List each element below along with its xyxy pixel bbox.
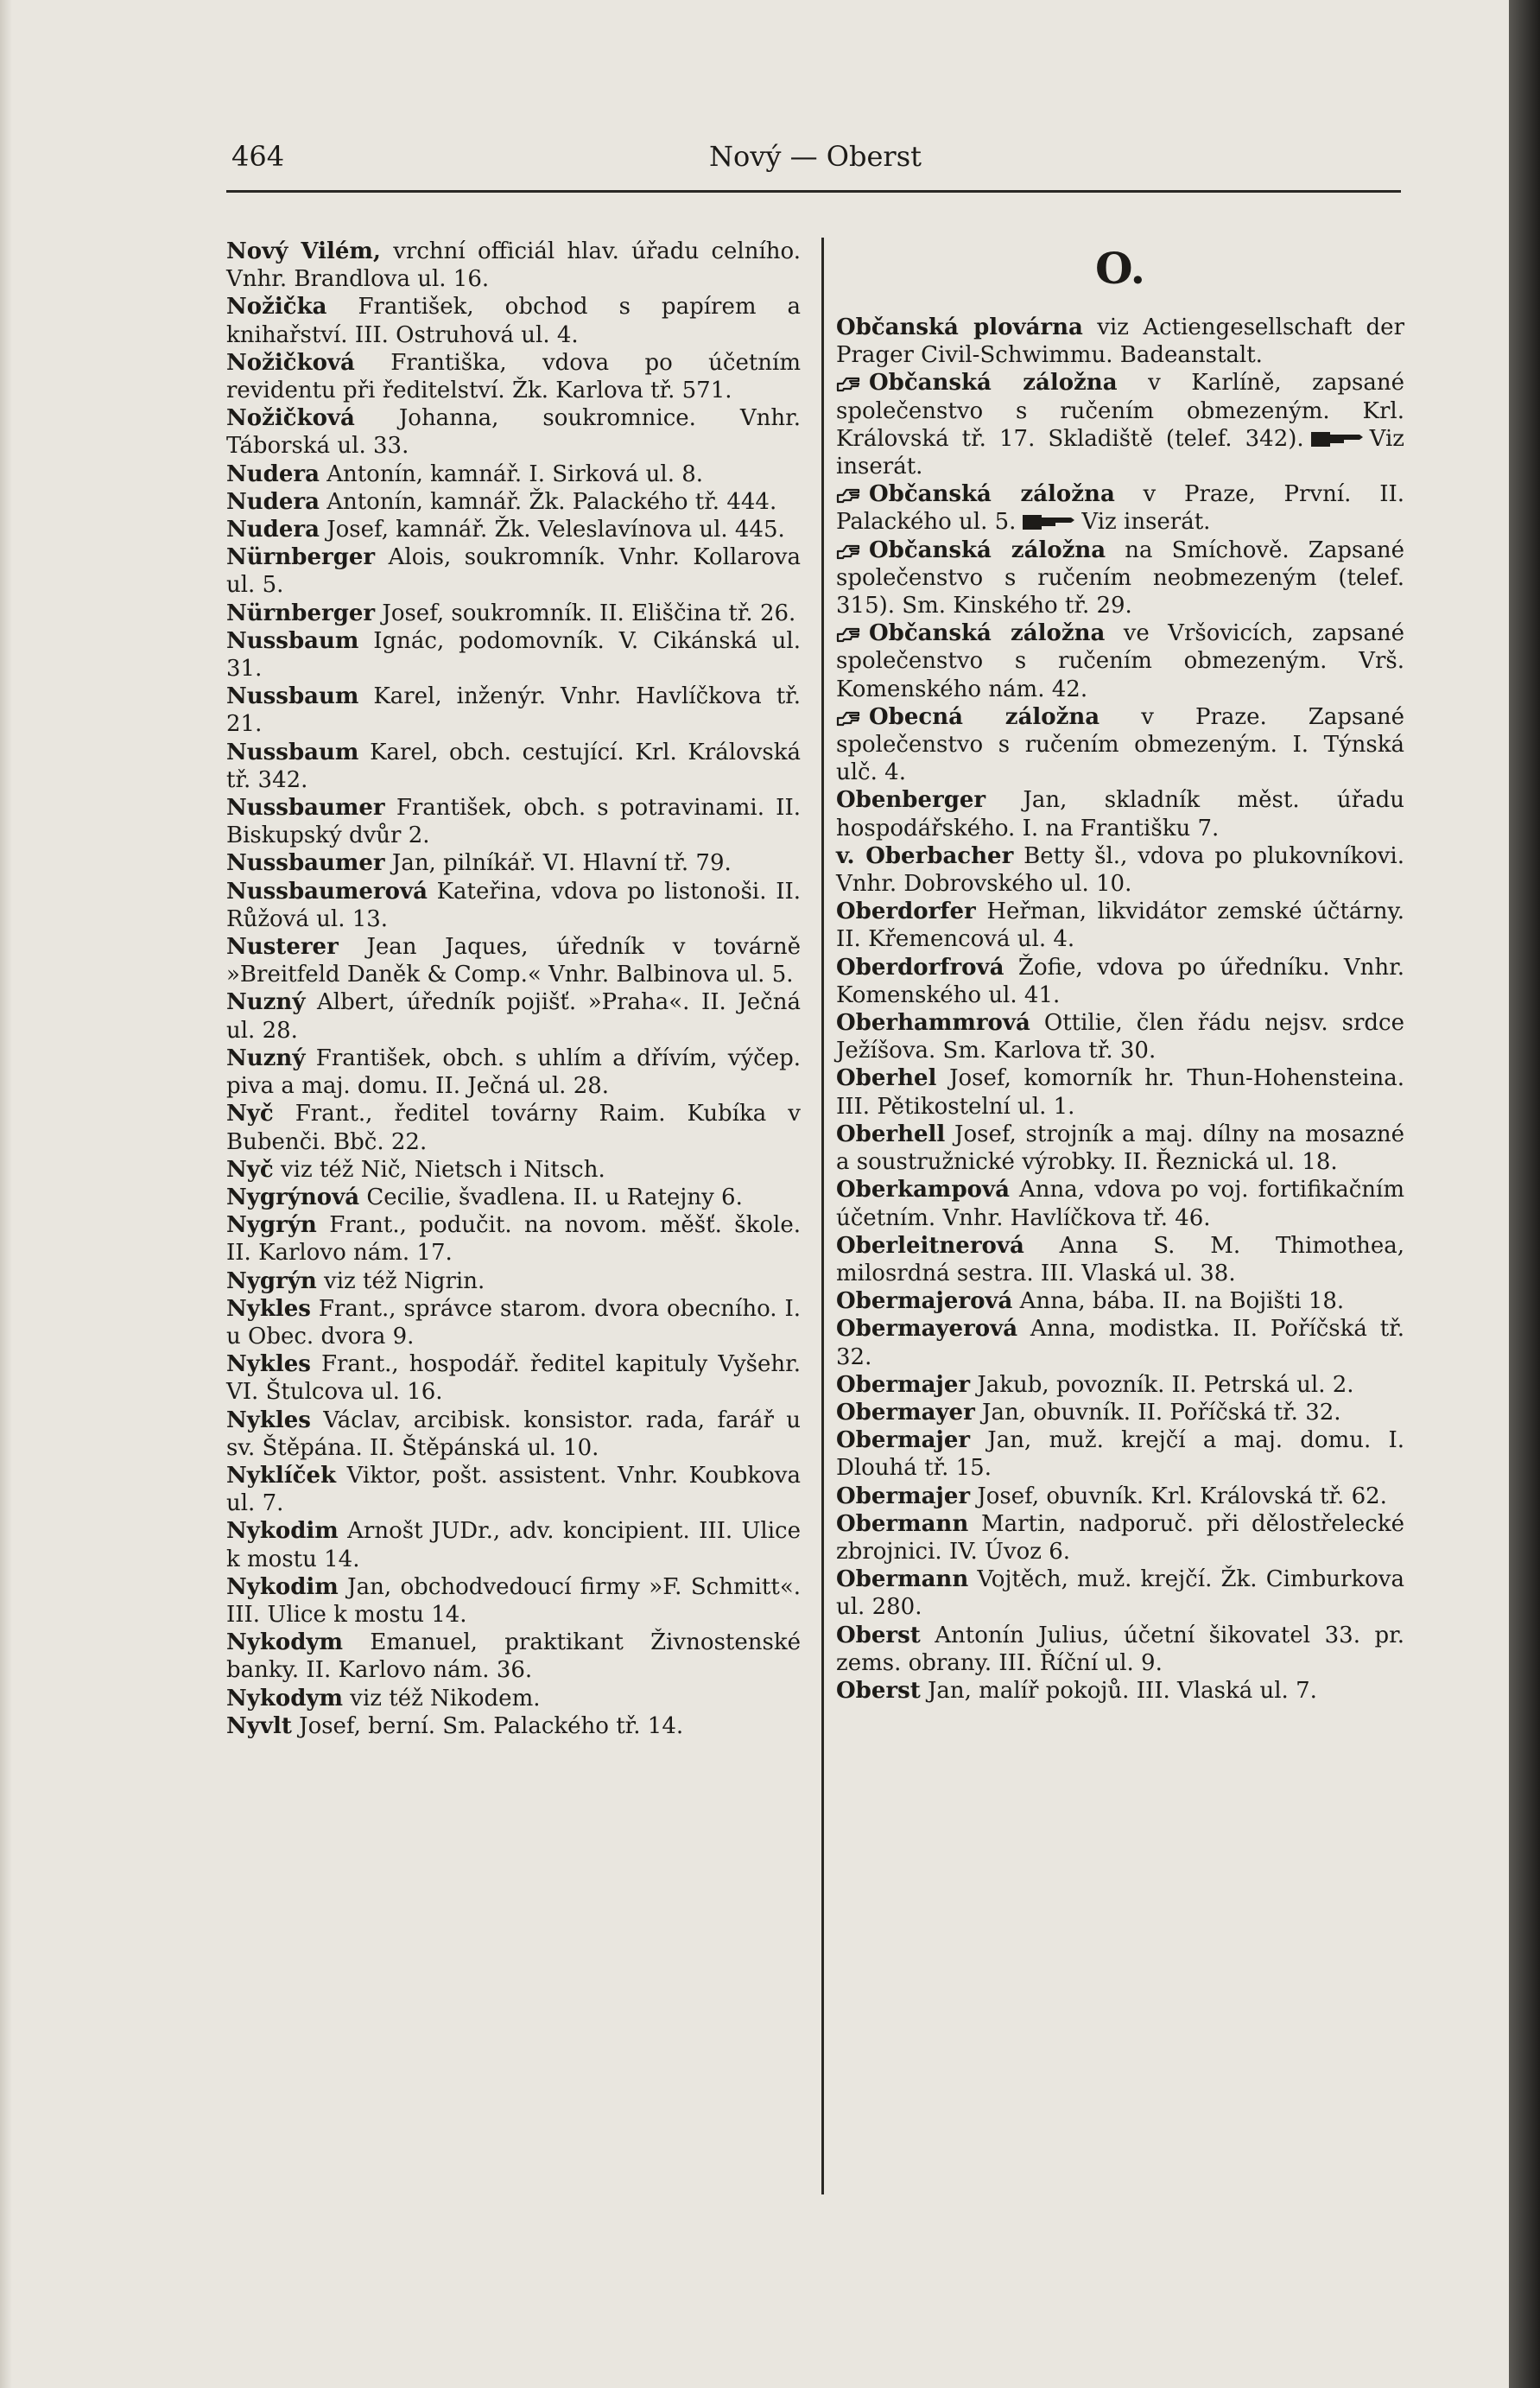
directory-entry: [226, 1184, 801, 1211]
entry-name: Nudera: [226, 488, 320, 515]
entry-details: Václav, arcibisk. konsistor. rada, farář u sv. Štěpána. II. Štěpánská ul. 10.: [226, 1407, 801, 1461]
entry-details: Antonín, kamnář. Žk. Palackého tř. 444.: [319, 488, 777, 515]
directory-entry: [226, 1517, 801, 1572]
directory-entry: [836, 1121, 1404, 1176]
entry-name: Nürnberger: [226, 600, 376, 626]
entry-name: Oberhel: [836, 1065, 937, 1092]
entry-name: Nový Vilém,: [226, 238, 381, 264]
directory-entry: [836, 1426, 1404, 1482]
directory-entry: [836, 1483, 1404, 1510]
directory-entry: [836, 1232, 1404, 1287]
entry-details: Cecilie, švadlena. II. u Ratejny 6.: [359, 1184, 743, 1210]
entry-name: Nykodym: [226, 1629, 344, 1656]
entry-details: vrchní officiál hlav. úřadu celního. Vnhr. Brandlova ul. 16.: [226, 238, 801, 293]
entry-details: Josef, soukromník. II. Eliščina tř. 26.: [375, 600, 796, 626]
entry-details: Anna, vdova po voj. fortifikačním účetním. Vnhr. Havlíčkova tř. 46.: [836, 1177, 1404, 1231]
entry-details: Albert, úředník pojišť. »Praha«. II. Ječná ul. 28.: [226, 989, 801, 1044]
entry-details: Antonín Julius, účetní šikovatel 33. pr. zems. obrany. III. Říční ul. 9.: [836, 1622, 1404, 1676]
directory-entry: [226, 349, 801, 404]
entry-name: Nyklíček: [226, 1462, 337, 1489]
entry-name: Nygrýnová: [226, 1184, 360, 1210]
header-rule: [226, 190, 1401, 193]
entry-details: Alois, soukromník. Vnhr. Kollarova ul. 5.: [226, 544, 801, 599]
entry-name: Nussbaum: [226, 683, 359, 710]
right-column-entries: [836, 314, 1404, 1705]
entry-details: v Praze, První. II. Palackého ul. 5.: [836, 481, 1404, 536]
entry-name: Nürnberger: [226, 544, 376, 571]
entry-name: Obermajer: [836, 1371, 971, 1398]
entry-details: Vojtěch, muž. krejčí. Žk. Cimburkova ul. 280.: [836, 1566, 1404, 1621]
entry-details: Frant., ředitel továrny Raim. Kubíka v Bubenči. Bbč. 22.: [226, 1101, 801, 1155]
entry-details: Viktor, pošt. assistent. Vnhr. Koubkova ul. 7.: [226, 1462, 801, 1517]
entry-details: Emanuel, praktikant Živnostenské banky. II. Karlovo nám. 36.: [226, 1629, 801, 1684]
entry-details: Anna, modistka. II. Poříčská tř. 32.: [836, 1316, 1404, 1370]
page-header: [231, 140, 1399, 183]
directory-entry: [836, 703, 1404, 787]
pointing-hand-icon: [1021, 512, 1076, 531]
entry-details: Josef, obuvník. Krl. Královská tř. 62.: [970, 1483, 1387, 1509]
directory-entry: [836, 1622, 1404, 1677]
entry-details: Karel, obch. cestující. Krl. Královská tř. 342.: [226, 739, 801, 793]
entry-name: Obecná záložna: [869, 703, 1100, 730]
entry-name: Nyvlt: [226, 1712, 292, 1739]
directory-entry: [226, 878, 801, 933]
entry-name: Nussbaumer: [226, 850, 385, 877]
directory-entry: [836, 1315, 1404, 1370]
entry-name: Nudera: [226, 517, 320, 543]
entry-name: Obenberger: [836, 787, 986, 814]
entry-name: Nygrýn: [226, 1212, 317, 1239]
directory-entry: [226, 683, 801, 738]
entry-name: Nusterer: [226, 934, 339, 961]
entry-details: viz Actiengesellschaft der Prager Civil-Schwimmu. Badeanstalt.: [836, 314, 1404, 369]
directory-entry: [836, 480, 1404, 536]
manicule-icon: [836, 624, 862, 643]
entry-details: Frant., hospodář. ředitel kapituly Vyšehr. VI. Štulcova ul. 16.: [226, 1351, 801, 1406]
directory-entry: [226, 739, 801, 794]
entry-details: viz též Nič, Nietsch i Nitsch.: [273, 1156, 605, 1183]
entry-details: Žofie, vdova po úředníku. Vnhr. Komenského ul. 41.: [836, 954, 1404, 1008]
directory-entry: [836, 786, 1404, 842]
directory-entry: [226, 794, 801, 849]
directory-entry: [226, 1629, 801, 1684]
directory-entry: [836, 898, 1404, 953]
directory-entry: [836, 1510, 1404, 1566]
directory-entry: [836, 954, 1404, 1009]
manicule-icon: [836, 708, 862, 727]
entry-details: Josef, strojník a maj. dílny na mosazné a soustružnické výrobky. II. Řeznická ul. 18.: [836, 1121, 1404, 1176]
directory-entry: [226, 1685, 801, 1712]
entry-details: Kateřina, vdova po listonoši. II. Růžová ul. 13.: [226, 878, 801, 932]
directory-entry: [226, 1462, 801, 1517]
entry-name: Nykodim: [226, 1573, 339, 1600]
entry-details: Jan, obuvník. II. Poříčská tř. 32.: [974, 1399, 1341, 1426]
entry-details: v Praze. Zapsané společenstvo s ručením obmezeným. I. Týnská ulč. 4.: [836, 703, 1404, 786]
entry-name: Nykles: [226, 1295, 311, 1322]
directory-entry: [836, 1566, 1404, 1621]
directory-entry: [836, 1176, 1404, 1231]
directory-entry: [226, 849, 801, 877]
entry-name: Oberdorfrová: [836, 954, 1004, 981]
entry-details: Anna, bába. II. na Bojišti 18.: [1012, 1288, 1345, 1315]
entry-details: Arnošt JUDr., adv. koncipient. III. Ulice k mostu 14.: [226, 1518, 801, 1572]
entry-name: Obermann: [836, 1510, 969, 1537]
directory-entry: [226, 460, 801, 488]
directory-entry: [836, 842, 1404, 898]
entry-name: Obermayer: [836, 1399, 975, 1426]
directory-entry: [836, 1371, 1404, 1399]
entry-name: Občanská záložna: [869, 537, 1106, 563]
manicule-icon: [836, 485, 862, 504]
entry-details: ve Vršovicích, zapsané společenstvo s ručením obmezeným. Vrš. Komenského nám. 42.: [836, 620, 1404, 702]
entry-name: Nussbaum: [226, 627, 359, 654]
entry-name: Obermayerová: [836, 1316, 1018, 1343]
left-column: [226, 238, 801, 1740]
directory-entry: [836, 1677, 1404, 1705]
page-left-margin: [0, 0, 12, 2388]
pointing-hand-icon: [1309, 429, 1365, 448]
entry-name: Nyč: [226, 1101, 274, 1127]
directory-entry: [836, 537, 1404, 620]
entry-name: Nykles: [226, 1407, 311, 1433]
directory-entry: [226, 1211, 801, 1267]
running-head: Nový — Oberst: [709, 140, 922, 173]
entry-name: Nuzný: [226, 1045, 306, 1071]
entry-name: v. Oberbacher: [836, 842, 1014, 869]
entry-name: Oberleitnerová: [836, 1232, 1024, 1259]
directory-entry: [836, 1399, 1404, 1426]
directory-entry: [226, 1045, 801, 1100]
directory-entry: [226, 1100, 801, 1155]
entry-details: Betty šl., vdova po plukovníkovi. Vnhr. Dobrovského ul. 10.: [836, 842, 1404, 898]
entry-details: Frant., podučit. na novom. měšť. škole. II. Karlovo nám. 17.: [226, 1212, 801, 1267]
directory-entry: [226, 1407, 801, 1462]
advert-reference: Viz inserát.: [1081, 509, 1211, 536]
entry-details: Jean Jaques, úředník v továrně »Breitfeld Daněk & Comp.« Vnhr. Balbinova ul. 5.: [226, 934, 801, 988]
directory-entry: [226, 516, 801, 543]
directory-entry: [836, 369, 1404, 480]
directory-entry: [836, 1287, 1404, 1315]
entry-details: Josef, kamnář. Žk. Veleslavínova ul. 445.: [319, 517, 785, 543]
directory-entry: [226, 627, 801, 683]
entry-details: Jan, skladník měst. úřadu hospodářského. I. na Františku 7.: [836, 787, 1404, 842]
right-column: [836, 238, 1404, 1705]
entry-details: Antonín, kamnář. I. Sirková ul. 8.: [319, 460, 704, 487]
entry-name: Oberst: [836, 1677, 921, 1704]
directory-entry: [226, 600, 801, 627]
advert-reference: Viz inserát.: [836, 425, 1404, 480]
entry-name: Oberhell: [836, 1121, 946, 1147]
entry-name: Nožička: [226, 294, 327, 321]
entry-name: Nožičková: [226, 349, 355, 376]
directory-entry: [226, 933, 801, 988]
directory-entry: [226, 543, 801, 599]
entry-name: Oberkampová: [836, 1177, 1010, 1204]
entry-details: Anna S. M. Thimothea, milosrdná sestra. III. Vlaská ul. 38.: [836, 1232, 1404, 1286]
entry-details: Josef, berní. Sm. Palackého tř. 14.: [291, 1712, 684, 1739]
page-number: 464: [231, 140, 285, 173]
directory-entry: [836, 1064, 1404, 1120]
section-letter: O.: [1094, 243, 1146, 294]
directory-entry: [836, 619, 1404, 703]
entry-name: Nykles: [226, 1351, 311, 1378]
directory-entry: [226, 1350, 801, 1406]
entry-details: Františka, vdova po účetním revidentu při ředitelství. Žk. Karlova tř. 571.: [226, 349, 801, 404]
directory-entry: [226, 1712, 801, 1740]
entry-details: v Karlíně, zapsané společenstvo s ručením obmezeným. Krl. Královská tř. 17. Skladiště (telef. 342).: [836, 370, 1404, 452]
entry-details: na Smíchově. Zapsané společenstvo s ručením neobmezeným (telef. 315). Sm. Kinského tř. 29.: [836, 537, 1404, 619]
entry-details: Johanna, soukromnice. Vnhr. Táborská ul. 33.: [226, 405, 801, 460]
entry-details: Martin, nadporuč. při dělostřelecké zbrojnici. IV. Úvoz 6.: [836, 1510, 1404, 1565]
entry-details: Jan, pilníkář. VI. Hlavní tř. 79.: [384, 850, 732, 877]
entry-details: Jan, malíř pokojů. III. Vlaská ul. 7.: [920, 1677, 1317, 1704]
page-binding-edge: [1509, 0, 1540, 2388]
entry-name: Obermajer: [836, 1427, 971, 1454]
entry-name: Oberhammrová: [836, 1010, 1030, 1037]
entry-name: Oberst: [836, 1622, 921, 1648]
entry-details: František, obchod s papírem a knihařství. III. Ostruhová ul. 4.: [226, 294, 801, 348]
entry-name: Nuzný: [226, 989, 306, 1016]
entry-name: Obermann: [836, 1566, 969, 1593]
column-divider: [821, 238, 824, 2194]
directory-entry: [226, 1156, 801, 1184]
entry-name: Nussbaum: [226, 739, 359, 765]
entry-name: Obermajer: [836, 1483, 971, 1509]
entry-details: František, obch. s potravinami. II. Biskupský dvůr 2.: [226, 795, 801, 849]
entry-details: Heřman, likvidátor zemské účtárny. II. Křemencová ul. 4.: [836, 899, 1404, 953]
directory-entry: [226, 238, 801, 293]
entry-name: Nykodim: [226, 1518, 339, 1545]
directory-entry: [226, 988, 801, 1044]
entry-name: Občanská plovárna: [836, 314, 1083, 340]
entry-details: Jan, obchodvedoucí firmy »F. Schmitt«. III. Ulice k mostu 14.: [226, 1573, 801, 1628]
directory-entry: [836, 1009, 1404, 1064]
manicule-icon: [836, 373, 862, 392]
directory-entry: [226, 1267, 801, 1295]
directory-entry: [836, 314, 1404, 369]
directory-entry: [226, 1573, 801, 1629]
manicule-icon: [836, 541, 862, 560]
entry-details: viz též Nigrin.: [316, 1267, 485, 1294]
entry-name: Nussbaumerová: [226, 878, 428, 905]
entry-name: Obermajerová: [836, 1288, 1013, 1315]
entry-name: Nudera: [226, 460, 320, 487]
directory-entry: [226, 404, 801, 460]
directory-entry: [226, 1295, 801, 1350]
entry-name: Občanská záložna: [869, 370, 1118, 397]
entry-details: Josef, komorník hr. Thun-Hohensteina. III. Pětikostelní ul. 1.: [836, 1065, 1404, 1120]
directory-entry: [226, 488, 801, 516]
entry-name: Nussbaumer: [226, 795, 385, 822]
entry-details: Ottilie, člen řádu nejsv. srdce Ježíšova. Sm. Karlova tř. 30.: [836, 1010, 1404, 1064]
entry-name: Občanská záložna: [869, 620, 1106, 647]
entry-name: Nyč: [226, 1156, 274, 1183]
entry-details: František, obch. s uhlím a dřívím, výčep. piva a maj. domu. II. Ječná ul. 28.: [226, 1045, 801, 1100]
entry-name: Nykodym: [226, 1685, 344, 1712]
entry-name: Nožičková: [226, 405, 355, 432]
entry-details: Frant., správce starom. dvora obecního. I. u Obec. dvora 9.: [226, 1295, 801, 1350]
directory-entry: [226, 293, 801, 348]
entry-details: Jakub, povozník. II. Petrská ul. 2.: [970, 1371, 1354, 1398]
entry-details: Karel, inženýr. Vnhr. Havlíčkova tř. 21.: [226, 683, 801, 738]
entry-details: Jan, muž. krejčí a maj. domu. I. Dlouhá tř. 15.: [836, 1427, 1404, 1482]
entry-details: Ignác, podomovník. V. Cikánská ul. 31.: [226, 627, 801, 683]
entry-name: Občanská záložna: [869, 481, 1115, 508]
entry-details: viz též Nikodem.: [343, 1685, 541, 1712]
entry-name: Oberdorfer: [836, 899, 976, 925]
entry-name: Nygrýn: [226, 1267, 317, 1294]
